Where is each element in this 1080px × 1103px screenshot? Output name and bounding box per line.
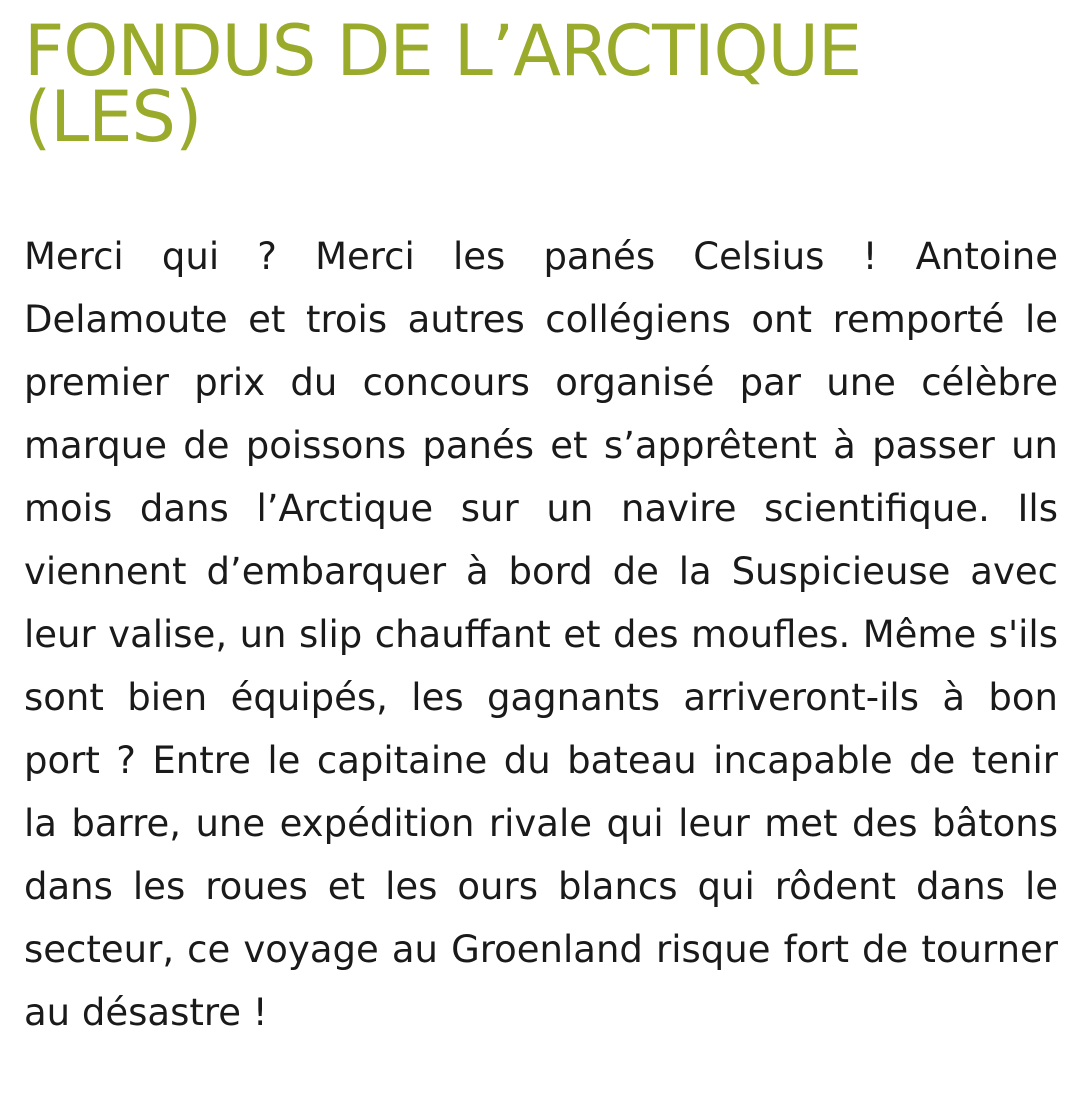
book-title: FONDUS DE L’ARCTIQUE (LES) [24,10,862,158]
book-synopsis: Merci qui ? Merci les panés Celsius ! Antoine Delamoute et trois autres collégiens ont remporté le premier prix du concours organisé par une célèbre marque de poissons panés et s’apprêtent à passer un mois dans l’Arctique sur un navire scientifique. Ils viennent d’embarquer à bord de la Suspicieuse avec leur valise, un slip chauffant et des moufles. Même s'ils sont bien équipés, les gagnants arriveront-ils à bon port ? Entre le capitaine du bateau incapable de tenir la barre, une expédition rivale qui leur met des bâtons dans les roues et les ours blancs qui rôdent dans le secteur, ce voyage au Groenland risque fort de tourner au désastre ! [24,235,1058,1034]
